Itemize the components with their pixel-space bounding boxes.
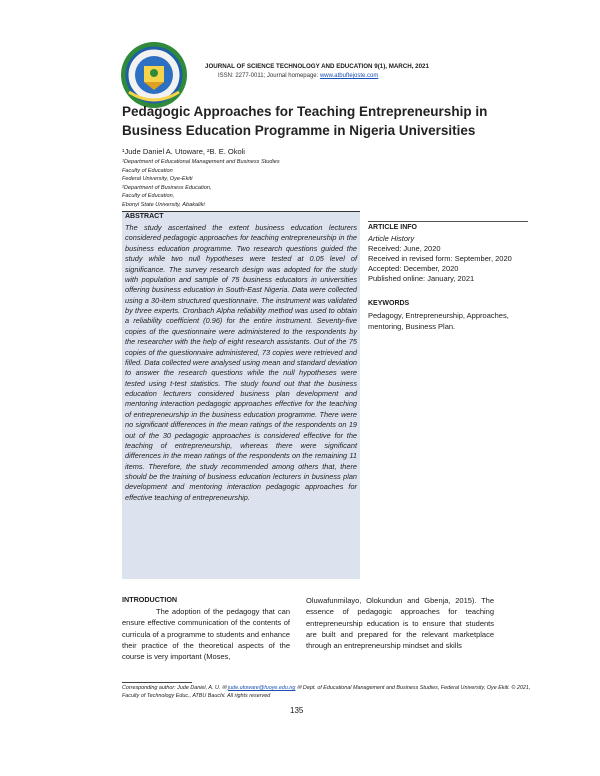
introduction-column-1 [122, 606, 290, 662]
abstract-divider [122, 211, 360, 212]
paper-title: Pedagogic Approaches for Teaching Entrepreneurship in Business Education Programme in Nigeria Universities [122, 104, 488, 138]
article-info-heading: ARTICLE INFO [368, 224, 417, 231]
issn-text: ISSN: 2277-0011; Journal homepage: [218, 73, 320, 79]
article-info-divider [368, 221, 528, 222]
keywords-heading: KEYWORDS [368, 300, 410, 307]
introduction-heading: INTRODUCTION [122, 595, 178, 604]
intro-text-col1: The adoption of the pedagogy that can ensure effective communication of the contents of curricula of a programme to students and enhance their practice of the theoretical aspects of the course is very important (Moses, [122, 607, 290, 662]
article-history-label: Article History [368, 234, 415, 243]
footnote-suffix: ✉ Dept. of Educational Management and Business Studies, Federal University, Oye Ekiti. © 2021, Faculty of Technology Educ., ATBU Bauchi. All rights reserved [122, 685, 531, 700]
abstract-text: The study ascertained the extent business education lecturers considered pedagogic approaches for teaching entrepreneurship in the business education programme. Two research questions guided the study while two null hypotheses were tested at 0.05 level of significance. The survey research design was adopted for the study with population and sample of 75 business educators in universities offering business education in South-East Nigeria. Data were collected using a 30-item structured questionnaire. The instrument was validated by three experts. Cronbach Alpha reliability method was used to obtain a reliability coefficient (0.96) for the entire instrument. Seventy-five copies of the questionnaire were administered to the respondents by the researcher with the help of eight research assistants. Out of the 75 copies of the questionnaire administered, 73 copies were retrieved and filled. Data collected were analysed using mean and standard deviation to answer the research questions while the null hypotheses were tested using t-test statistics. The study found out that the business education lecturers considered business plan development and mentoring interaction pedagogic approaches effective for the teaching of entrepreneurship in the business education programme. There were no significant differences in the mean ratings of the respondents on 19 out of the 30 pedagogic approaches is considered effective for the teaching of entrepreneurship, whereas there were significant differences in the mean ratings of the respondents on the remaining 11 items. Therefore, the study recommended among others that, there should be the training of business education lecturers in business plan development and mentoring interaction pedagogic approaches for effective teaching of entrepreneurship. [125, 223, 357, 502]
affiliations [122, 158, 280, 210]
revised-date: Received in revised form: September, 2020 [368, 254, 512, 263]
author-email-link[interactable]: jude.utoware@fuoye.edu.ng [227, 685, 296, 691]
affiliation-line: Faculty of Education, [122, 193, 175, 200]
homepage-link[interactable]: www.atbuftejoste.com [319, 73, 379, 79]
received-date: Received: June, 2020 [368, 244, 441, 253]
keywords-text: Pedagogy, Entrepreneurship, Approaches, mentoring, Business Plan. [368, 311, 509, 331]
introduction-column-2: Oluwafunmilayo, Olokundun and Gbenja, 2015). The essence of pedagogic approaches for teaching entrepreneurship education is to ensure that students are built and prepared for the relevant marketplace through an entrepreneurship mindset and skills [306, 596, 494, 651]
issn-line [218, 72, 378, 81]
footnote [122, 684, 532, 701]
affiliation-line: ²Department of Business Education, [122, 184, 212, 191]
journal-logo [119, 40, 189, 110]
affiliation-line: Federal University, Oye-Ekiti [122, 176, 193, 183]
authors: ¹Jude Daniel A. Utoware, ²B. E. Okoli [122, 147, 245, 156]
accepted-date: Accepted: December, 2020 [368, 264, 459, 273]
journal-name: JOURNAL OF SCIENCE TECHNOLOGY AND EDUCATION 9(1), MARCH, 2021 [205, 63, 429, 70]
affiliation-line: Faculty of Education [122, 167, 173, 174]
page-number: 135 [290, 706, 304, 715]
affiliation-line: Ebonyi State University, Abakaliki [122, 201, 205, 208]
published-date: Published online: January, 2021 [368, 274, 475, 283]
footnote-prefix: Corresponding author: Jude Daniel, A. U. ✉ [122, 685, 228, 691]
affiliation-line: ¹Department of Educational Management and Business Studies [122, 159, 280, 165]
footnote-divider [122, 682, 192, 683]
abstract-heading: ABSTRACT [125, 213, 164, 220]
